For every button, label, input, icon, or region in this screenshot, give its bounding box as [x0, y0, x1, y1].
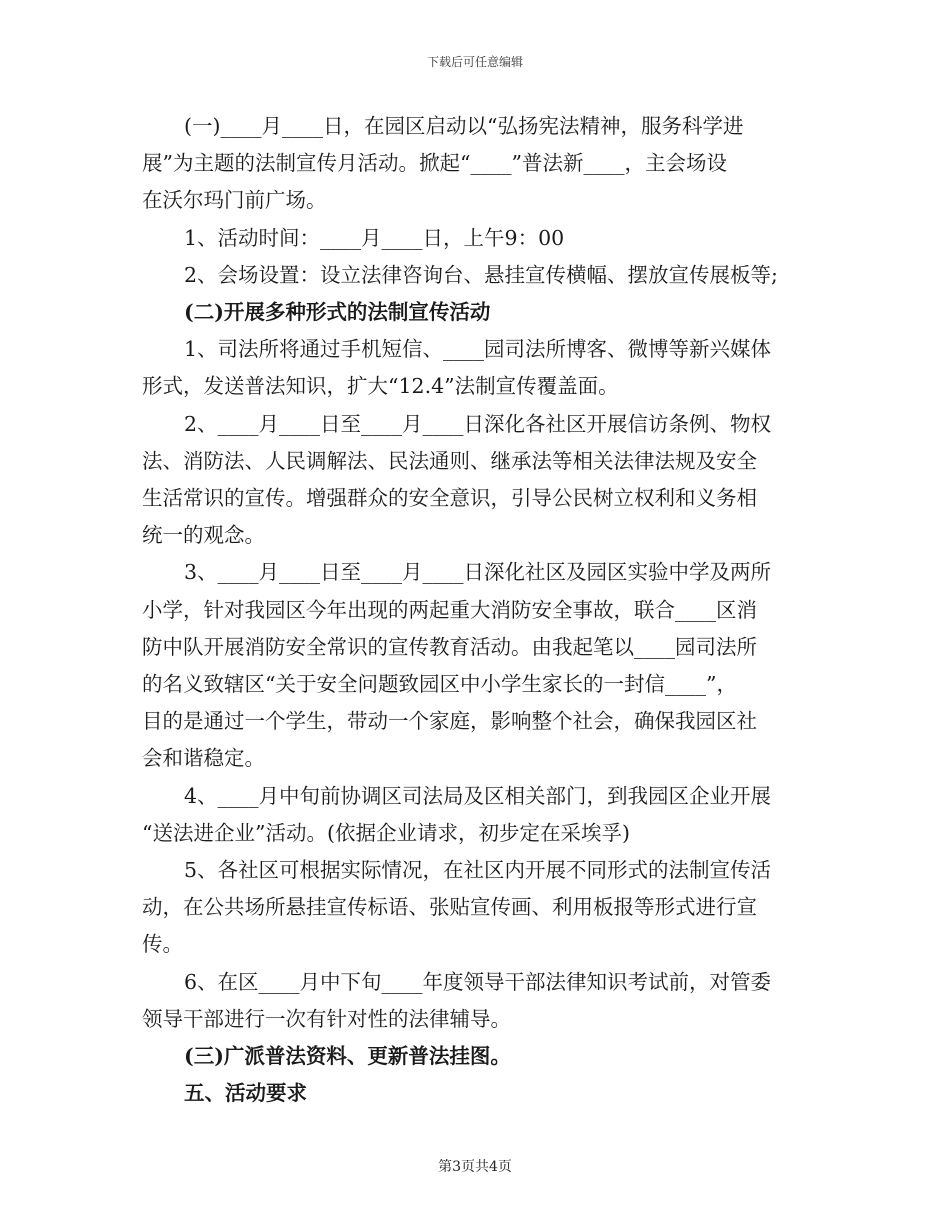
section-heading-line: 五、活动要求 [184, 1081, 307, 1106]
document-body [142, 108, 822, 1112]
paragraph-line: 传。 [142, 932, 183, 957]
paragraph-line: 的名义致辖区“关于安全问题致园区中小学生家长的一封信____”， [142, 672, 737, 697]
paragraph-line: 小学，针对我园区今年出现的两起重大消防安全事故，联合____区消 [142, 597, 757, 622]
paragraph-line: 法、消防法、人民调解法、民法通则、继承法等相关法律法规及安全 [142, 448, 757, 473]
paragraph-line: 4、____月中旬前协调区司法局及区相关部门，到我园区企业开展 [184, 783, 772, 808]
paragraph-line: 5、各社区可根据实际情况，在社区内开展不同形式的法制宣传活 [184, 858, 772, 883]
paragraph-line: 展”为主题的法制宣传月活动。掀起“____”普法新____，主会场设 [142, 151, 727, 176]
paragraph-line: 2、会场设置：设立法律咨询台、悬挂宣传横幅、摆放宣传展板等; [184, 262, 778, 287]
paragraph-line: 生活常识的宣传。增强群众的安全意识，引导公民树立权利和义务相 [142, 486, 757, 511]
paragraph-line: (一)____月____日，在园区启动以“弘扬宪法精神，服务科学进 [184, 114, 744, 138]
section-heading-line: (三)广派普法资料、更新普法挂图。 [184, 1044, 511, 1069]
paragraph-line: 会和谐稳定。 [142, 746, 265, 771]
paragraph-line: 领导干部进行一次有针对性的法律辅导。 [142, 1006, 511, 1031]
paragraph-line: 3、____月____日至____月____日深化社区及园区实验中学及两所 [184, 560, 772, 585]
paragraph-line: 动，在公共场所悬挂宣传标语、张贴宣传画、利用板报等形式进行宣 [142, 895, 757, 920]
page-number: 第3页共4页 [438, 1159, 512, 1175]
paragraph-line: 6、在区____月中下旬____年度领导干部法律知识考试前，对管委 [184, 969, 772, 994]
section-heading-line: (二)开展多种形式的法制宣传活动 [184, 300, 491, 325]
paragraph-line: 防中队开展消防安全常识的宣传教育活动。由我起笔以____园司法所 [142, 634, 757, 659]
header-note: 下载后可任意编辑 [426, 55, 523, 69]
paragraph-line: 目的是通过一个学生，带动一个家庭，影响整个社会，确保我园区社 [142, 709, 757, 734]
paragraph-line: 在沃尔玛门前广场。 [142, 188, 327, 213]
paragraph-line: 1、司法所将通过手机短信、____园司法所博客、微博等新兴媒体 [184, 337, 772, 362]
paragraph-line: 统一的观念。 [142, 523, 265, 548]
paragraph-line: 1、活动时间：____月____日，上午9：00 [184, 225, 565, 250]
paragraph-line: 形式，发送普法知识，扩大“12.4”法制宣传覆盖面。 [142, 374, 619, 399]
paragraph-line: “送法进企业”活动。(依据企业请求，初步定在采埃孚) [142, 820, 630, 845]
paragraph-line: 2、____月____日至____月____日深化各社区开展信访条例、物权 [184, 411, 772, 436]
